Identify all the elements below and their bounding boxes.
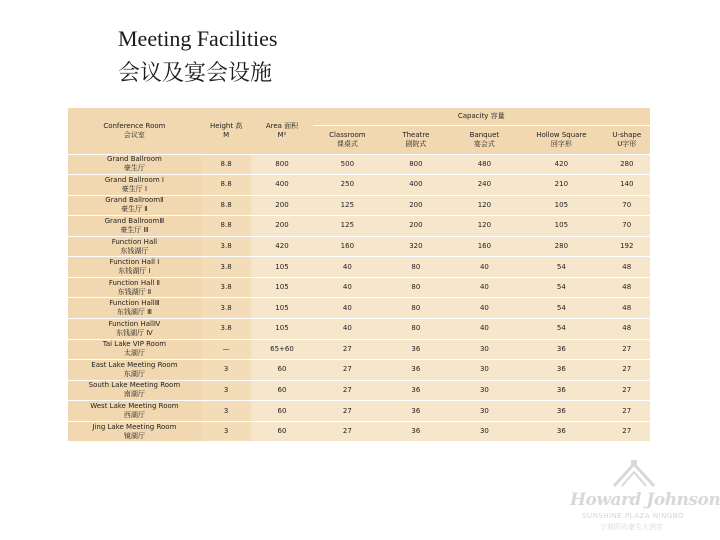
header-height-en: Height 高 (209, 121, 243, 130)
table-cell: 3.8 (201, 257, 252, 278)
facilities-table (68, 108, 650, 442)
table-cell: 30 (450, 401, 520, 422)
room-name (68, 380, 201, 401)
table-row (68, 380, 650, 401)
table-cell: 80 (382, 298, 449, 319)
room-name-en: West Lake Meeting Room (90, 402, 179, 411)
room-name-zh: 镜湖厅 (123, 431, 145, 440)
table-row (68, 277, 650, 298)
page-title: Meeting Facilities (118, 26, 278, 51)
table-cell: 3.8 (201, 277, 252, 298)
table-cell: 60 (251, 360, 312, 381)
table-cell: 3 (201, 360, 252, 381)
header-layout-en: Hollow Square (536, 130, 587, 139)
table-cell: 40 (313, 319, 383, 340)
table-cell: 36 (382, 360, 449, 381)
room-name-zh: 南湖厅 (123, 390, 145, 399)
table-cell: 30 (450, 380, 520, 401)
table-cell: 200 (382, 195, 449, 216)
table-cell: 105 (519, 216, 603, 237)
table-cell: 120 (450, 195, 520, 216)
room-name-zh: 东钱湖厅 (120, 246, 149, 255)
room-name-en: Function Hall (111, 237, 158, 246)
table-cell: 70 (604, 216, 650, 237)
page-title-chinese: 会议及宴会设施 (118, 61, 273, 86)
table-cell: 27 (313, 421, 383, 442)
room-name-en: Function Hall Ⅱ (108, 278, 160, 287)
table-cell: 3.8 (201, 298, 252, 319)
room-name (68, 195, 201, 216)
room-name-en: Grand Ballroom Ⅰ (104, 175, 164, 184)
table-cell: 80 (382, 319, 449, 340)
header-room-en: Conference Room (103, 121, 166, 130)
table-cell: 80 (382, 277, 449, 298)
table-cell: 3 (201, 401, 252, 422)
table-cell: 120 (450, 216, 520, 237)
table-cell: 200 (382, 216, 449, 237)
table-cell: 40 (313, 277, 383, 298)
table-cell: 40 (313, 298, 383, 319)
table-row (68, 421, 650, 442)
room-name (68, 298, 201, 319)
table-cell: 54 (519, 277, 603, 298)
table-cell: 36 (519, 339, 603, 360)
header-layout (382, 125, 449, 154)
room-name-zh: 太湖厅 (123, 349, 145, 358)
table-cell: 36 (519, 421, 603, 442)
header-room (68, 108, 201, 154)
header-layout-en: Classroom (329, 130, 366, 139)
table-cell: 240 (450, 175, 520, 196)
table-row (68, 401, 650, 422)
room-name-en: Grand BallroomⅢ (104, 216, 165, 225)
table-cell: 8.8 (201, 175, 252, 196)
table-cell: 3 (201, 380, 252, 401)
header-area-unit: M² (277, 130, 287, 139)
table-row (68, 175, 650, 196)
table-cell: 3.8 (201, 319, 252, 340)
header-layout-zh: 剧院式 (405, 139, 427, 148)
table-row (68, 216, 650, 237)
table-cell: 40 (450, 298, 520, 319)
table-row (68, 298, 650, 319)
room-name-zh: 西湖厅 (123, 411, 145, 420)
table-cell: 27 (313, 360, 383, 381)
table-cell: 27 (313, 339, 383, 360)
table-cell: 3 (201, 421, 252, 442)
header-layout-zh: 课桌式 (336, 139, 358, 148)
roof-icon (612, 460, 656, 490)
table-cell: 105 (519, 195, 603, 216)
room-name (68, 421, 201, 442)
table-cell: 27 (604, 401, 650, 422)
table-cell: 60 (251, 421, 312, 442)
table-row (68, 319, 650, 340)
table-cell: 27 (313, 401, 383, 422)
table-cell: 48 (604, 277, 650, 298)
table-cell: 500 (313, 154, 383, 175)
table-cell: 36 (382, 401, 449, 422)
room-name (68, 319, 201, 340)
table-row (68, 195, 650, 216)
room-name (68, 401, 201, 422)
room-name (68, 339, 201, 360)
header-capacity: Capacity 容量 (313, 108, 650, 125)
table-cell: 60 (251, 401, 312, 422)
table-cell: 48 (604, 319, 650, 340)
table-cell: 280 (604, 154, 650, 175)
room-name-zh: 豪生厅 Ⅲ (120, 225, 149, 234)
table-cell: 192 (604, 236, 650, 257)
table-cell: 210 (519, 175, 603, 196)
room-name-en: Grand BallroomⅡ (105, 196, 164, 205)
room-name-zh: 豪生厅 Ⅱ (121, 205, 148, 214)
table-cell: 160 (450, 236, 520, 257)
room-name-en: Function HallⅣ (108, 319, 161, 328)
table-cell: 200 (251, 216, 312, 237)
room-name-zh: 东钱湖厅 Ⅲ (116, 308, 152, 317)
table-cell: 30 (450, 360, 520, 381)
table-cell: 420 (251, 236, 312, 257)
table-cell: 105 (251, 298, 312, 319)
table-cell: 27 (313, 380, 383, 401)
table-cell: 48 (604, 257, 650, 278)
header-layout-en: U-shape (612, 130, 642, 139)
header-layout-en: Banquet (469, 130, 500, 139)
table-cell: 54 (519, 298, 603, 319)
table-cell: 160 (313, 236, 383, 257)
header-height-unit: M (223, 130, 230, 139)
room-name (68, 154, 201, 175)
header-layout-zh: 宴会式 (473, 139, 495, 148)
header-layout (313, 125, 383, 154)
table-cell: 105 (251, 277, 312, 298)
logo-hotel-zh: 宁波阳光豪生大酒店 (600, 523, 663, 531)
table-cell: 36 (519, 401, 603, 422)
table-cell: — (201, 339, 252, 360)
header-layout-en: Theatre (402, 130, 430, 139)
header-area-en: Area 面积 (265, 121, 299, 130)
room-name-zh: 东湖厅 (123, 369, 145, 378)
table-row (68, 339, 650, 360)
room-name-zh: 豪生厅 (123, 164, 145, 173)
table-cell: 40 (450, 277, 520, 298)
table-cell: 36 (519, 360, 603, 381)
table-cell: 125 (313, 216, 383, 237)
table-cell: 70 (604, 195, 650, 216)
table-cell: 27 (604, 360, 650, 381)
table-cell: 36 (382, 380, 449, 401)
room-name-en: South Lake Meeting Room (88, 381, 181, 390)
room-name (68, 360, 201, 381)
table-cell: 27 (604, 380, 650, 401)
header-area (251, 108, 312, 154)
table-cell: 30 (450, 339, 520, 360)
table-row (68, 360, 650, 381)
table-cell: 480 (450, 154, 520, 175)
room-name-zh: 东钱湖厅 Ⅰ (118, 267, 151, 276)
table-cell: 3.8 (201, 236, 252, 257)
table-cell: 400 (251, 175, 312, 196)
room-name-en: Function HallⅢ (109, 299, 160, 308)
room-name (68, 257, 201, 278)
table-cell: 40 (450, 257, 520, 278)
table-cell: 420 (519, 154, 603, 175)
table-cell: 27 (604, 421, 650, 442)
table-cell: 65+60 (251, 339, 312, 360)
table-cell: 54 (519, 257, 603, 278)
header-layout-zh: 回字形 (550, 139, 572, 148)
header-height (201, 108, 252, 154)
room-name-en: Function Hall Ⅰ (109, 258, 160, 267)
room-name (68, 236, 201, 257)
table-row (68, 257, 650, 278)
table-cell: 40 (313, 257, 383, 278)
room-name-zh: 豪生厅 Ⅰ (121, 184, 148, 193)
room-name (68, 277, 201, 298)
table-cell: 36 (382, 339, 449, 360)
room-name-zh: 东钱湖厅 Ⅱ (117, 287, 152, 296)
table-cell: 8.8 (201, 195, 252, 216)
room-name-zh: 东钱湖厅 Ⅳ (116, 328, 153, 337)
table-cell: 105 (251, 319, 312, 340)
header-layout (450, 125, 520, 154)
header-room-zh: 会议室 (123, 130, 145, 139)
room-name-en: Jing Lake Meeting Room (92, 422, 177, 431)
table-cell: 250 (313, 175, 383, 196)
hotel-logo (564, 460, 720, 532)
table-cell: 400 (382, 175, 449, 196)
table-cell: 54 (519, 319, 603, 340)
table-cell: 48 (604, 298, 650, 319)
table-cell: 40 (450, 319, 520, 340)
header-layout (519, 125, 603, 154)
table-cell: 800 (251, 154, 312, 175)
table-cell: 125 (313, 195, 383, 216)
room-name-en: Tai Lake VIP Room (102, 340, 167, 349)
table-cell: 8.8 (201, 216, 252, 237)
table-cell: 60 (251, 380, 312, 401)
table-cell: 30 (450, 421, 520, 442)
room-name (68, 175, 201, 196)
table-cell: 36 (519, 380, 603, 401)
header-layout-zh: U字形 (617, 139, 637, 148)
table-cell: 280 (519, 236, 603, 257)
table-cell: 8.8 (201, 154, 252, 175)
table-cell: 105 (251, 257, 312, 278)
room-name-en: Grand Ballroom (107, 155, 162, 164)
table-cell: 36 (382, 421, 449, 442)
logo-hotel-en: SUNSHINE PLAZA NINGBO (582, 512, 684, 520)
table-cell: 80 (382, 257, 449, 278)
table-row (68, 236, 650, 257)
table-cell: 320 (382, 236, 449, 257)
table-row (68, 154, 650, 175)
room-name (68, 216, 201, 237)
table-cell: 27 (604, 339, 650, 360)
logo-brand: Howard Johnson (570, 490, 720, 510)
header-layout (604, 125, 650, 154)
table-cell: 800 (382, 154, 449, 175)
table-cell: 140 (604, 175, 650, 196)
room-name-en: East Lake Meeting Room (91, 360, 178, 369)
table-cell: 200 (251, 195, 312, 216)
